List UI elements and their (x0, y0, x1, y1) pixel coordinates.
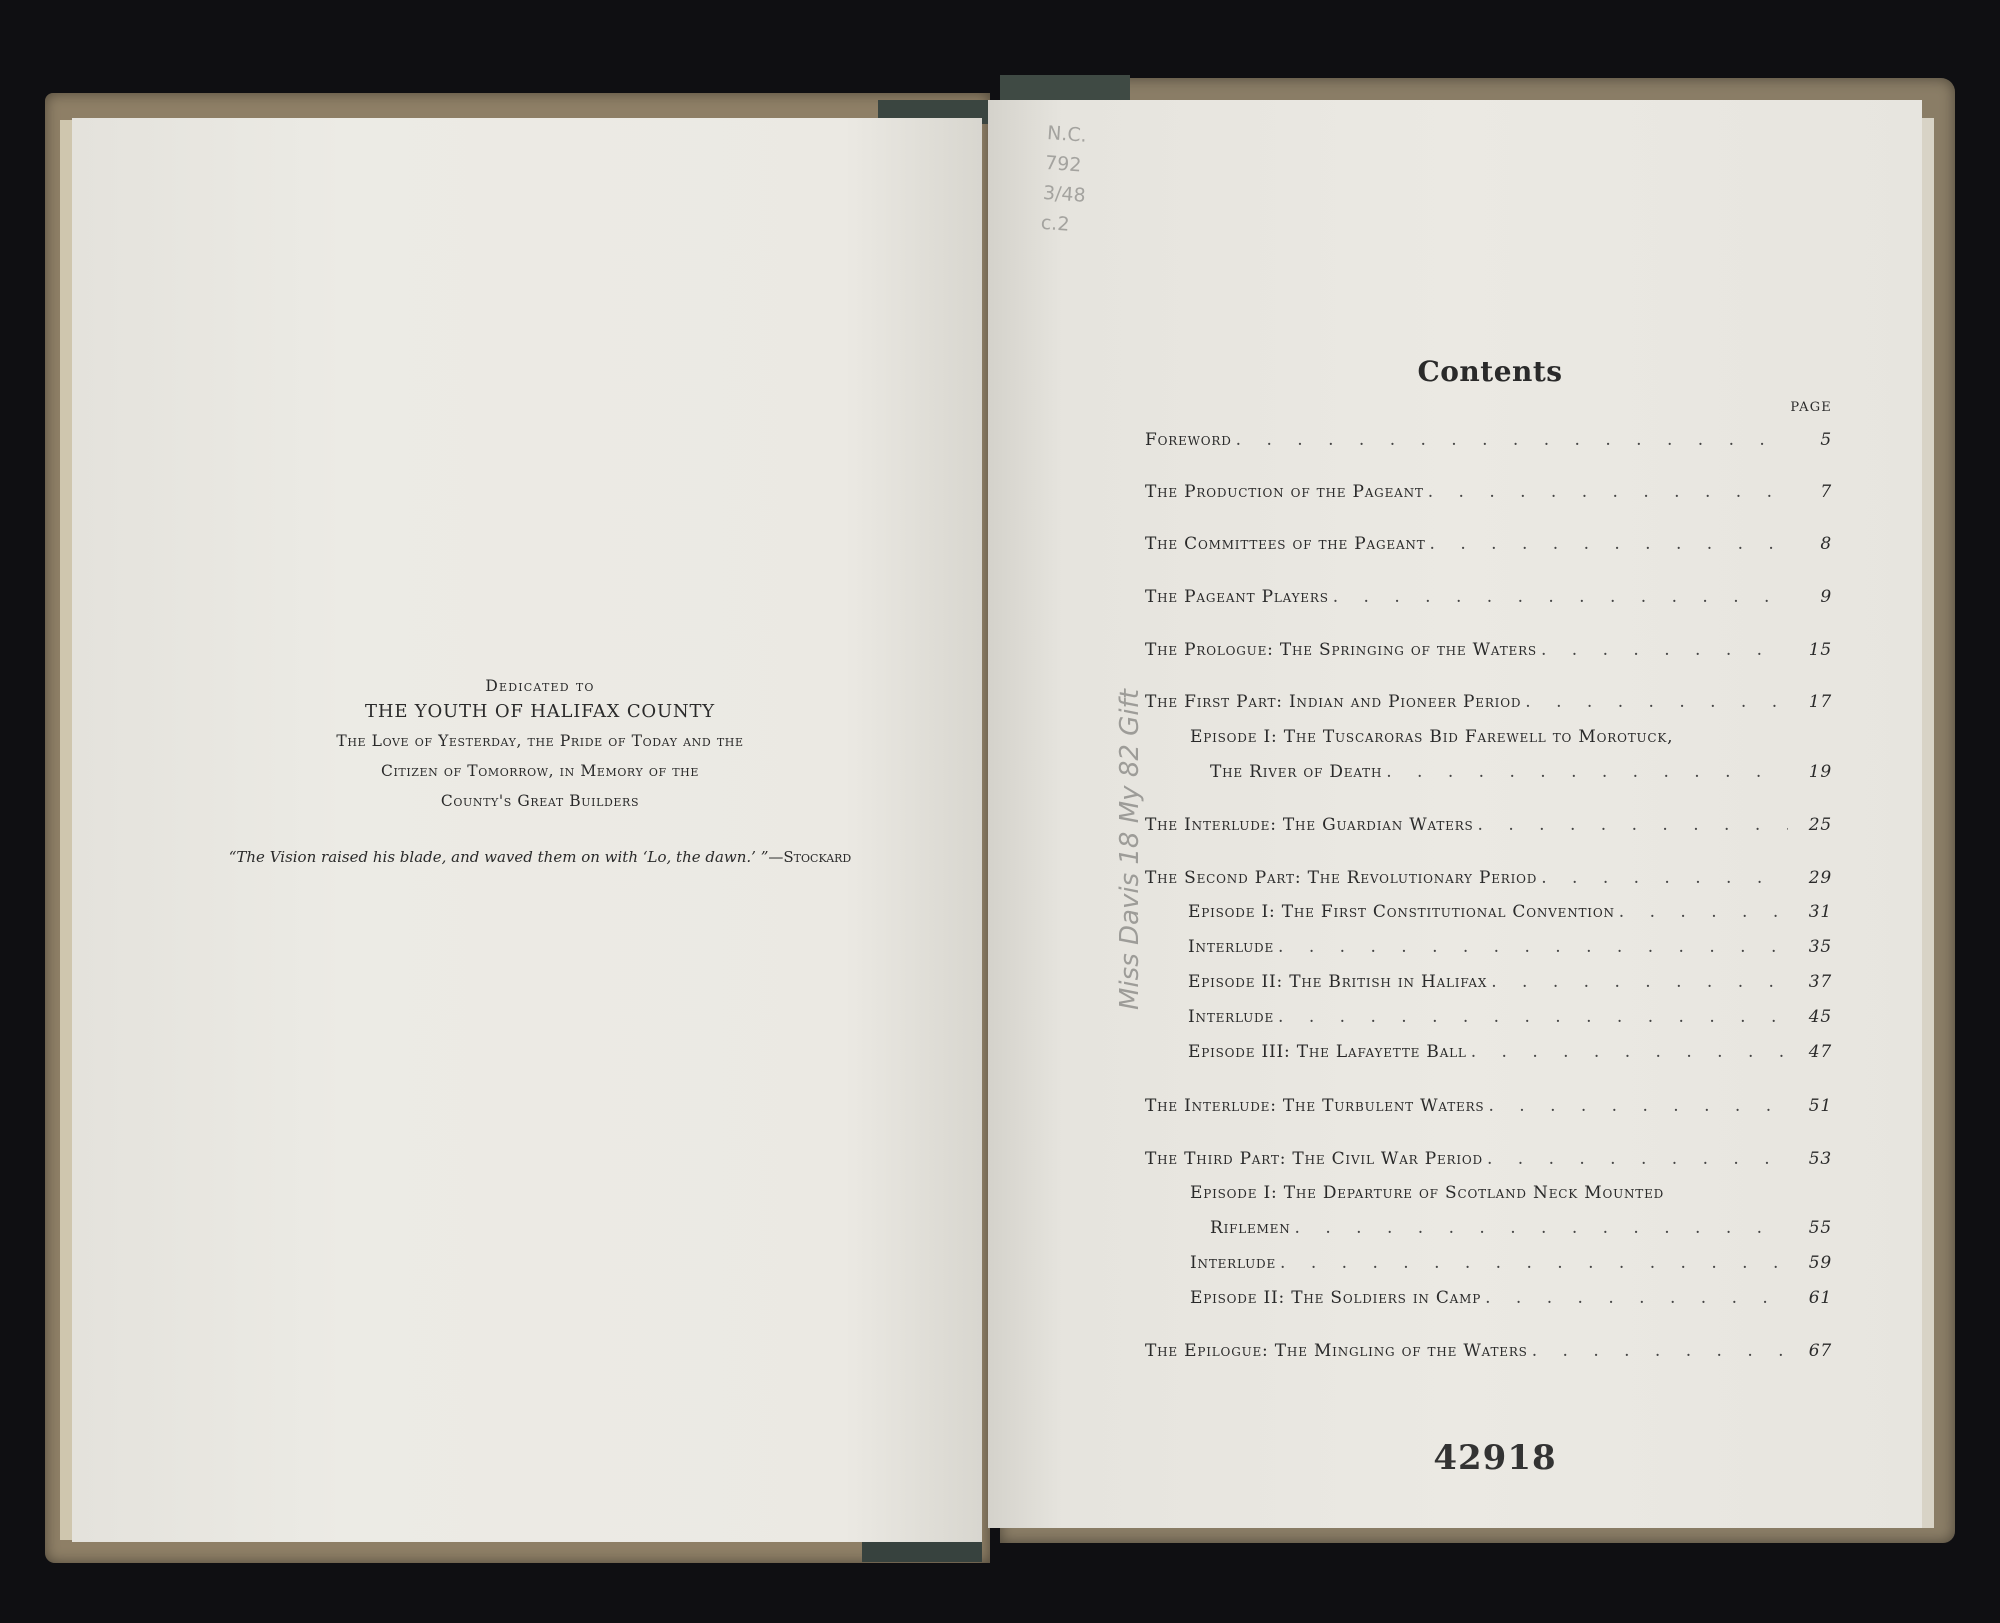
toc-page-number: 47 (1808, 1042, 1832, 1062)
toc-leader-dots (1525, 692, 1788, 712)
toc-entry-title: The River of Death (1210, 762, 1383, 782)
epigraph-quote (140, 848, 940, 866)
toc-page-number: 29 (1808, 868, 1832, 888)
toc-leader-dots (1428, 482, 1788, 502)
toc-leader-dots (1278, 1007, 1788, 1027)
toc-page-number: 31 (1808, 902, 1832, 922)
toc-page-number: 51 (1808, 1096, 1832, 1116)
toc-page-number: 67 (1808, 1341, 1832, 1361)
toc-leader-dots (1619, 902, 1788, 922)
toc-entry-title: Episode I: The Departure of Scotland Neck Mounted (1190, 1183, 1665, 1203)
toc-leader-dots (1236, 430, 1788, 450)
toc-leader-dots (1532, 1341, 1788, 1361)
toc-entry (1145, 868, 1832, 888)
toc-page-number: 19 (1808, 762, 1832, 782)
toc-entry (1190, 1253, 1832, 1273)
toc-page-number: 7 (1820, 482, 1832, 502)
toc-page-number: 25 (1808, 815, 1832, 835)
toc-leader-dots (1541, 868, 1788, 888)
page-column-header: PAGE (1790, 400, 1832, 415)
left-page (72, 118, 982, 1542)
toc-entry (1145, 1149, 1832, 1169)
toc-entry-title: The Production of the Pageant (1145, 482, 1424, 502)
toc-page-number: 15 (1808, 640, 1832, 660)
toc-entry (1145, 1341, 1832, 1361)
toc-page-number: 17 (1808, 692, 1832, 712)
toc-entry (1145, 587, 1832, 607)
toc-entry-title: The Second Part: The Revolutionary Period (1145, 868, 1538, 888)
toc-entry (1190, 1288, 1832, 1308)
quote-text: “The Vision raised his blade, and waved them on with ‘Lo, the dawn.’ ” (228, 848, 769, 866)
toc-page-number: 53 (1808, 1149, 1832, 1169)
pencil-gift-note: Miss Davis 18 My 82 Gift (1115, 689, 1145, 1010)
toc-leader-dots (1280, 1253, 1788, 1273)
toc-entry-title: Interlude (1188, 1007, 1275, 1027)
pencil-note-line: 792 (1044, 151, 1083, 177)
toc-entry (1145, 1096, 1832, 1116)
toc-entry-title: Episode II: The British in Halifax (1188, 972, 1488, 992)
toc-page-number: 45 (1808, 1007, 1832, 1027)
toc-page-number: 37 (1808, 972, 1832, 992)
toc-entry (1145, 482, 1832, 502)
toc-entry-title: The Pageant Players (1145, 587, 1329, 607)
toc-entry-title: The Committees of the Pageant (1145, 534, 1426, 554)
spine-cloth-top-right (1000, 75, 1130, 101)
pencil-note-line: N.C. (1046, 122, 1088, 147)
toc-leader-dots (1541, 640, 1788, 660)
toc-entry (1188, 902, 1832, 922)
toc-entry (1210, 762, 1832, 782)
toc-page-number: 9 (1820, 587, 1832, 607)
toc-leader-dots (1295, 1218, 1788, 1238)
toc-entry (1188, 1007, 1832, 1027)
toc-entry-title: Interlude (1188, 937, 1275, 957)
toc-leader-dots (1333, 587, 1788, 607)
toc-entry-title: The Prologue: The Springing of the Waters (1145, 640, 1537, 660)
toc-entry (1190, 1183, 1664, 1203)
dedication-line: Citizen of Tomorrow, in Memory of the (380, 762, 700, 780)
dedication-line: County's Great Builders (440, 792, 640, 810)
toc-leader-dots (1386, 762, 1788, 782)
toc-entry-title: The First Part: Indian and Pioneer Period (1145, 692, 1522, 712)
contents-title: Contents (1417, 355, 1563, 388)
toc-leader-dots (1491, 972, 1788, 992)
toc-entry (1190, 727, 1673, 747)
toc-entry (1188, 1042, 1832, 1062)
toc-leader-dots (1430, 534, 1788, 554)
toc-entry-title: The Epilogue: The Mingling of the Waters (1145, 1341, 1528, 1361)
toc-leader-dots (1485, 1288, 1788, 1308)
toc-page-number: 61 (1808, 1288, 1832, 1308)
pencil-note-line: c.2 (1040, 211, 1071, 236)
toc-leader-dots (1278, 937, 1788, 957)
toc-entry (1145, 815, 1832, 835)
toc-entry (1210, 1218, 1832, 1238)
toc-entry (1145, 430, 1832, 450)
toc-entry (1145, 692, 1832, 712)
toc-leader-dots (1471, 1042, 1788, 1062)
toc-entry-title: Riflemen (1210, 1218, 1291, 1238)
toc-page-number: 59 (1808, 1253, 1832, 1273)
pencil-call-number (1040, 118, 1108, 242)
toc-entry-title: Episode II: The Soldiers in Camp (1190, 1288, 1482, 1308)
quote-attribution: —Stockard (768, 848, 852, 866)
toc-entry-title: Foreword (1145, 430, 1232, 450)
toc-entry-title: Episode I: The Tuscaroras Bid Farewell to Morotuck, (1190, 727, 1674, 747)
toc-entry-title: Episode III: The Lafayette Ball (1188, 1042, 1467, 1062)
dedication-block (280, 674, 800, 816)
toc-entry-title: The Third Part: The Civil War Period (1145, 1149, 1483, 1169)
toc-page-number: 5 (1820, 430, 1832, 450)
toc-page-number: 55 (1808, 1218, 1832, 1238)
dedication-line: THE YOUTH OF HALIFAX COUNTY (365, 701, 715, 722)
page-stack-right (1920, 118, 1934, 1528)
toc-entry-title: Episode I: The First Constitutional Convention (1188, 902, 1615, 922)
toc-page-number: 8 (1820, 534, 1832, 554)
pencil-note-line: 3/48 (1042, 181, 1087, 207)
toc-entry (1145, 640, 1832, 660)
toc-leader-dots (1478, 815, 1788, 835)
toc-entry-title: Interlude (1190, 1253, 1277, 1273)
spine-cloth-bottom (862, 1540, 982, 1562)
toc-leader-dots (1487, 1149, 1788, 1169)
toc-entry-title: The Interlude: The Guardian Waters (1145, 815, 1474, 835)
accession-number: 42918 (1433, 1438, 1557, 1478)
dedication-line: The Love of Yesterday, the Pride of Today and the (336, 732, 744, 750)
toc-entry (1188, 972, 1832, 992)
toc-page-number: 35 (1808, 937, 1832, 957)
toc-entry (1188, 937, 1832, 957)
toc-leader-dots (1488, 1096, 1788, 1116)
toc-entry-title: The Interlude: The Turbulent Waters (1145, 1096, 1485, 1116)
dedication-line: Dedicated to (485, 677, 595, 695)
toc-entry (1145, 534, 1832, 554)
